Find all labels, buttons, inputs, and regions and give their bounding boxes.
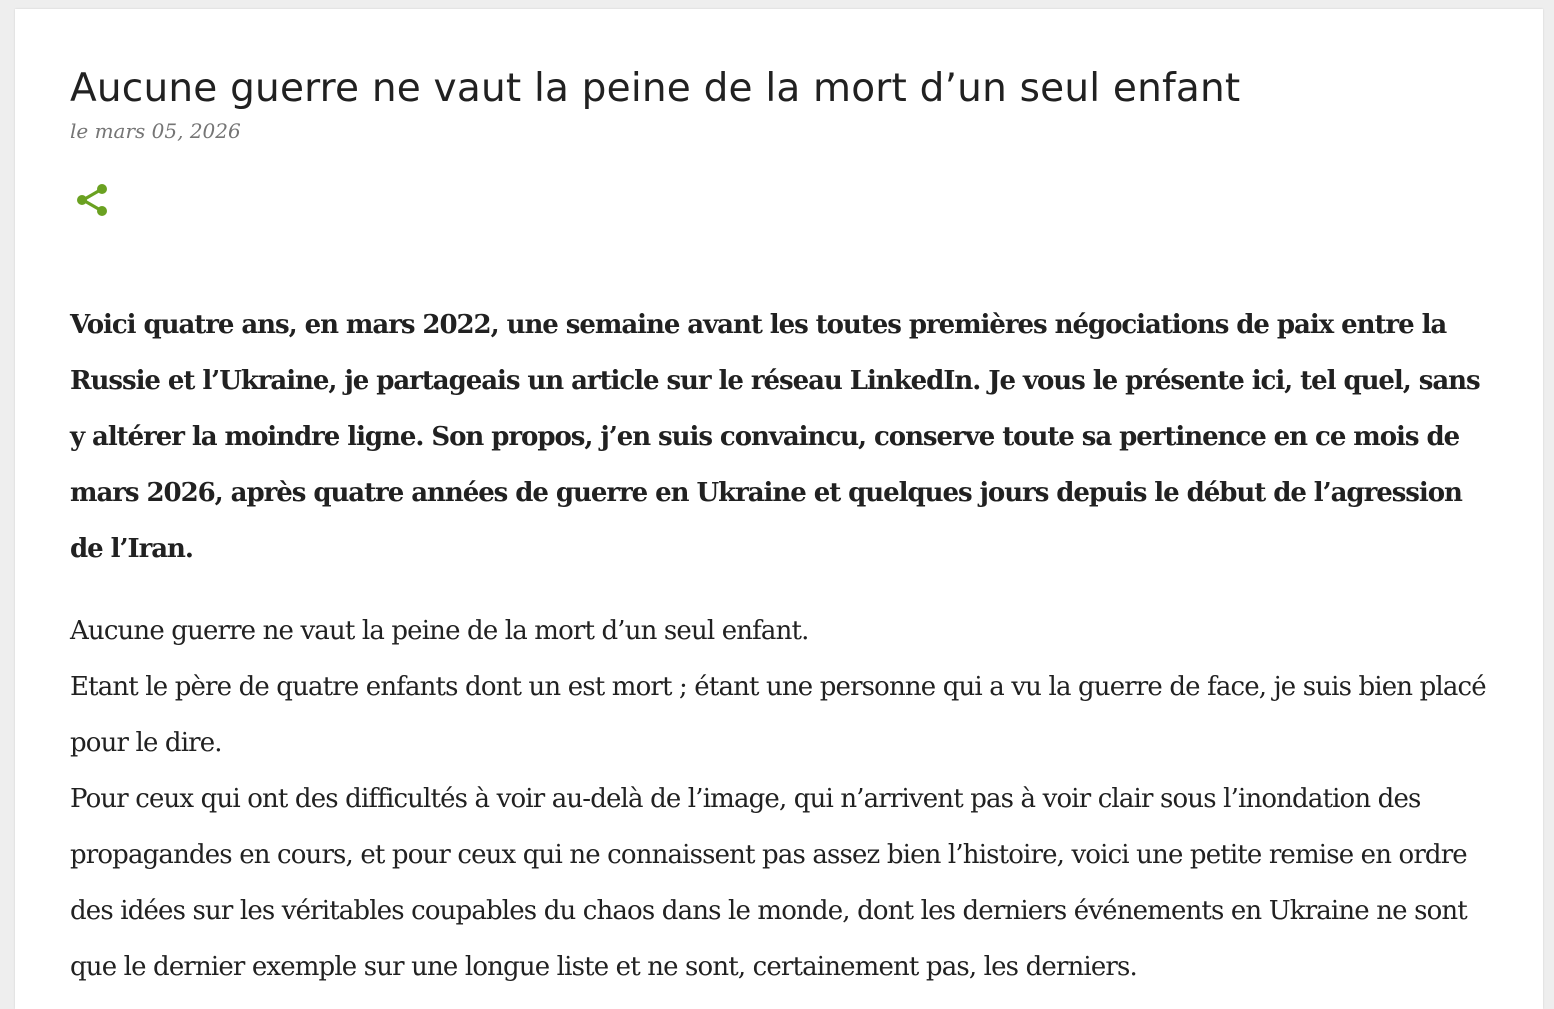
body-paragraph: Etant le père de quatre enfants dont un est mort ; étant une personne qui a vu la guerre de face, je suis bien placé pour le dire.	[70, 672, 1486, 758]
post-body	[70, 297, 1490, 995]
body-paragraph: Pour ceux qui ont des difficultés à voir au-delà de l’image, qui n’arrivent pas à voir clair sous l’inondation des propagandes en cours, et pour ceux qui ne connaissent pas assez bien l’histoire, voici une petite remise en ordre des idées sur les véritables coupables du chaos dans le monde, dont les derniers événements en Ukraine ne sont que le dernier exemple sur une longue liste et ne sont, certainement pas, les derniers.	[70, 784, 1467, 982]
body-paragraph: Aucune guerre ne vaut la peine de la mort d’un seul enfant.	[70, 616, 809, 646]
share-icon	[72, 180, 112, 220]
post-date: le mars 05, 2026	[70, 119, 241, 143]
post-card	[15, 9, 1543, 1009]
post-title: Aucune guerre ne vaut la peine de la mort d’un seul enfant	[70, 66, 1241, 111]
share-button[interactable]	[72, 180, 112, 220]
intro-paragraph: Voici quatre ans, en mars 2022, une semaine avant les toutes premières négociations de paix entre la Russie et l’Ukraine, je partageais un article sur le réseau LinkedIn. Je vous le présente ici, tel quel, sans y altérer la moindre ligne. Son propos, j’en suis convaincu, conserve toute sa pertinence en ce mois de mars 2026, après quatre années de guerre en Ukraine et quelques jours depuis le début de l’agression de l’Iran.	[70, 310, 1480, 564]
